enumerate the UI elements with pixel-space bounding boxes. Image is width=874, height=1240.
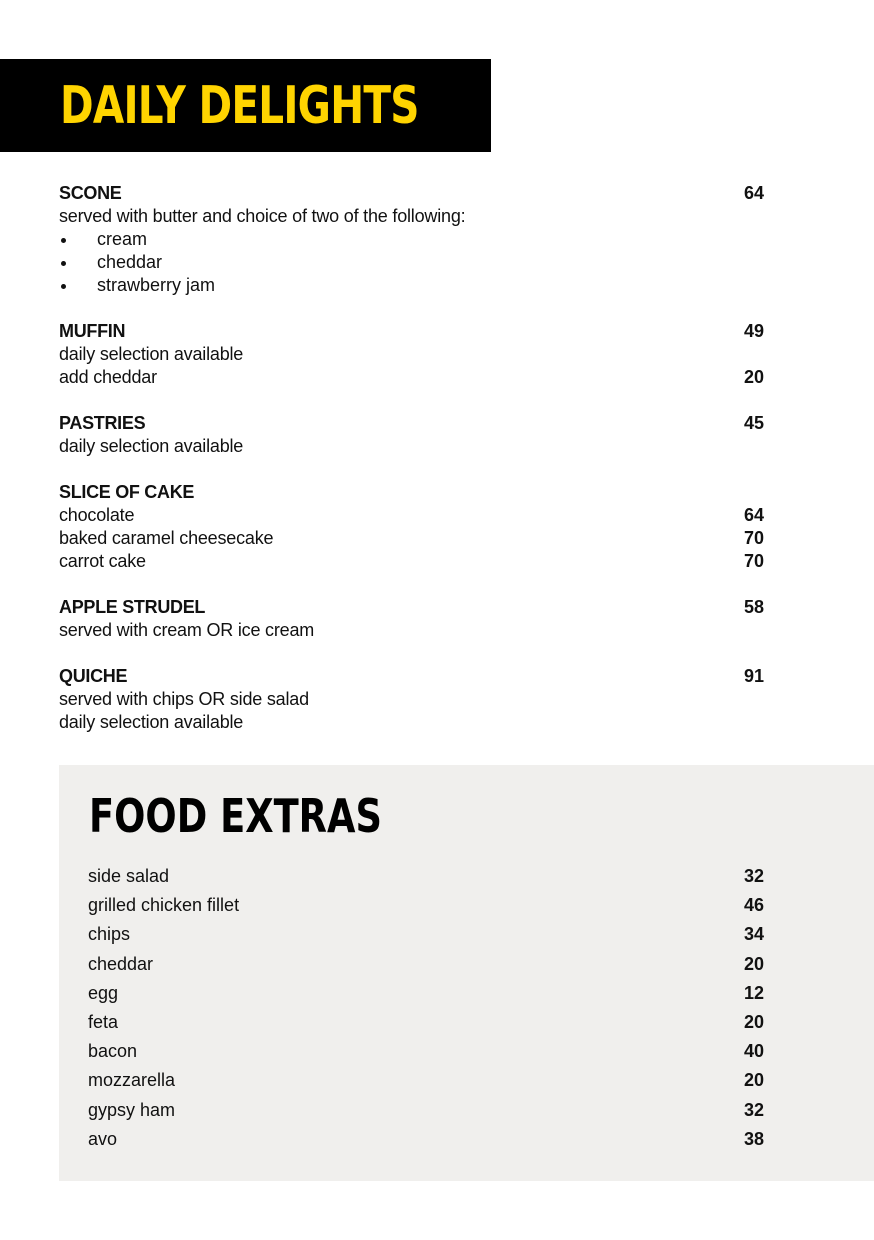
list-item bbox=[88, 920, 764, 949]
list-item bbox=[88, 979, 764, 1008]
bullet-icon bbox=[61, 238, 66, 243]
menu-item-muffin bbox=[59, 320, 764, 389]
list-item bbox=[88, 1066, 764, 1095]
variant-price: 70 bbox=[743, 551, 764, 571]
variant-label: baked caramel cheesecake bbox=[59, 528, 274, 548]
extra-price: 40 bbox=[743, 1041, 764, 1062]
extra-price: 12 bbox=[743, 982, 764, 1003]
item-description: daily selection available bbox=[59, 344, 244, 364]
extra-price: 46 bbox=[743, 895, 764, 916]
title-banner bbox=[0, 59, 491, 152]
extra-label: side salad bbox=[88, 866, 170, 886]
extra-label: avo bbox=[88, 1128, 118, 1149]
list-item bbox=[88, 891, 764, 920]
item-description: served with cream OR ice cream bbox=[59, 620, 315, 640]
list-item bbox=[88, 950, 764, 979]
list-item bbox=[88, 862, 764, 891]
bullet-icon bbox=[61, 261, 66, 266]
extra-label: feta bbox=[88, 1011, 119, 1032]
item-name: APPLE STRUDEL bbox=[59, 597, 206, 617]
item-name: MUFFIN bbox=[59, 321, 126, 341]
menu-item-cake bbox=[59, 481, 764, 573]
list-item bbox=[88, 1096, 764, 1125]
item-price: 45 bbox=[743, 413, 764, 433]
item-price: 58 bbox=[743, 597, 764, 617]
item-description: daily selection available bbox=[59, 712, 244, 732]
item-price: 64 bbox=[743, 183, 764, 203]
bullet-icon bbox=[61, 284, 66, 289]
list-item bbox=[88, 1125, 764, 1154]
variant-label: chocolate bbox=[59, 505, 135, 525]
extra-price: 32 bbox=[743, 1099, 764, 1120]
extra-price: 20 bbox=[743, 953, 764, 974]
item-description: served with butter and choice of two of the following: bbox=[59, 206, 466, 226]
item-name: SLICE OF CAKE bbox=[59, 482, 195, 502]
menu-item-scone bbox=[59, 182, 764, 297]
list-item: cream bbox=[59, 228, 764, 251]
extra-label: grilled chicken fillet bbox=[88, 895, 240, 916]
menu-item-pastries bbox=[59, 412, 764, 458]
extra-price: 20 bbox=[743, 1011, 764, 1032]
item-description: served with chips OR side salad bbox=[59, 689, 309, 709]
list-item bbox=[88, 1008, 764, 1037]
extras-list bbox=[88, 862, 764, 1154]
item-price: 91 bbox=[743, 666, 764, 686]
variant-price: 64 bbox=[743, 505, 764, 525]
extra-price: 32 bbox=[743, 866, 764, 886]
section-title: FOOD EXTRAS bbox=[89, 789, 382, 843]
extra-label: chips bbox=[88, 924, 131, 945]
extra-label: gypsy ham bbox=[88, 1099, 176, 1120]
extra-label: cheddar bbox=[88, 953, 154, 974]
extra-price: 20 bbox=[743, 1070, 764, 1091]
food-extras-panel bbox=[59, 765, 874, 1181]
extra-label: bacon bbox=[88, 1041, 138, 1062]
extra-price: 34 bbox=[743, 924, 764, 945]
item-name: SCONE bbox=[59, 183, 122, 203]
addon-price: 20 bbox=[743, 367, 764, 387]
extra-price: 38 bbox=[743, 1128, 764, 1149]
variant-label: carrot cake bbox=[59, 551, 146, 571]
menu-list bbox=[59, 182, 764, 757]
page-title: DAILY DELIGHTS bbox=[60, 76, 419, 136]
variant-price: 70 bbox=[743, 528, 764, 548]
list-item: cheddar bbox=[59, 251, 764, 274]
extra-label: egg bbox=[88, 982, 119, 1003]
menu-item-quiche bbox=[59, 665, 764, 734]
item-description: daily selection available bbox=[59, 436, 244, 456]
menu-item-strudel bbox=[59, 596, 764, 642]
item-name: QUICHE bbox=[59, 666, 128, 686]
extra-label: mozzarella bbox=[88, 1070, 176, 1091]
item-name: PASTRIES bbox=[59, 413, 146, 433]
item-price: 49 bbox=[743, 321, 764, 341]
addon-label: add cheddar bbox=[59, 367, 157, 387]
list-item: strawberry jam bbox=[59, 274, 764, 297]
list-item bbox=[88, 1037, 764, 1066]
options-list bbox=[59, 228, 764, 297]
